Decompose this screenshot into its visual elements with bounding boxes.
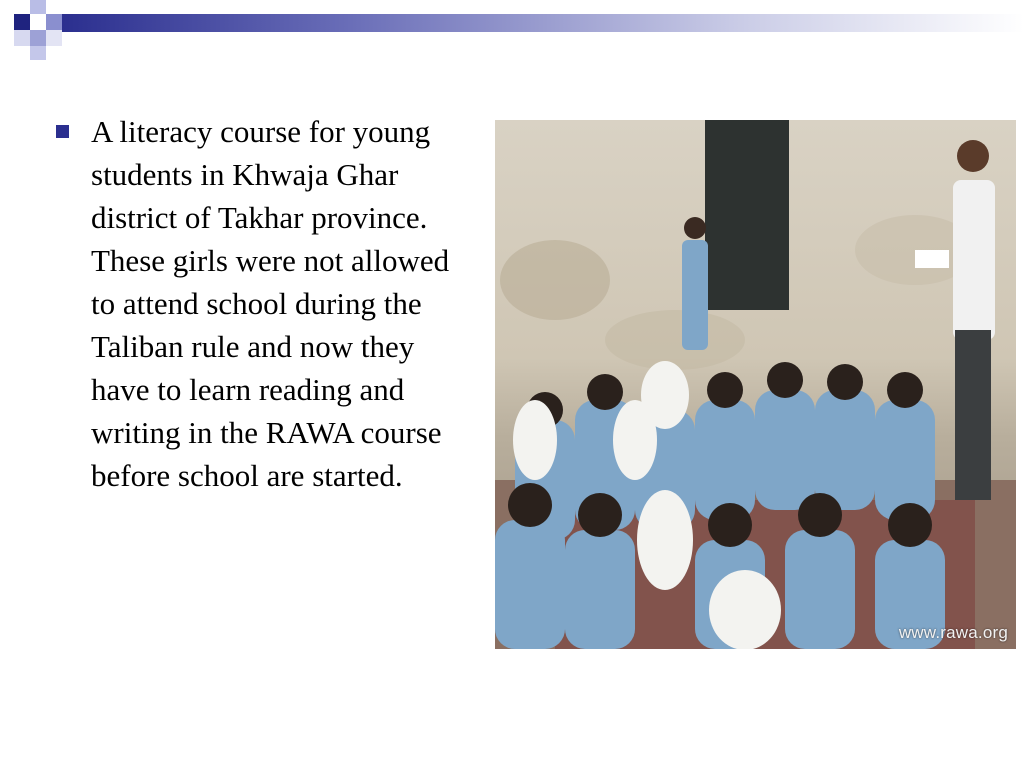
classroom-photo-illustration bbox=[495, 120, 1016, 649]
header-square bbox=[46, 30, 62, 46]
header-square bbox=[30, 30, 46, 46]
bullet-item bbox=[56, 110, 476, 497]
classroom-photo bbox=[495, 120, 1016, 649]
header-square bbox=[30, 0, 46, 14]
header-square bbox=[46, 14, 62, 30]
bullet-list bbox=[56, 110, 476, 497]
header-square bbox=[30, 46, 46, 60]
bullet-text: A literacy course for young students in Khwaja Ghar district of Takhar province. These girls were not allowed to attend school during the Taliban rule and now they have to learn reading and writing in the RAWA course before school are started. bbox=[91, 114, 450, 493]
header-gradient-bar bbox=[62, 14, 1024, 32]
header-square bbox=[14, 30, 30, 46]
header-decoration bbox=[0, 0, 1024, 62]
photo-watermark: www.rawa.org bbox=[898, 623, 1008, 642]
header-square bbox=[14, 14, 30, 30]
square-bullet-icon bbox=[56, 125, 69, 138]
